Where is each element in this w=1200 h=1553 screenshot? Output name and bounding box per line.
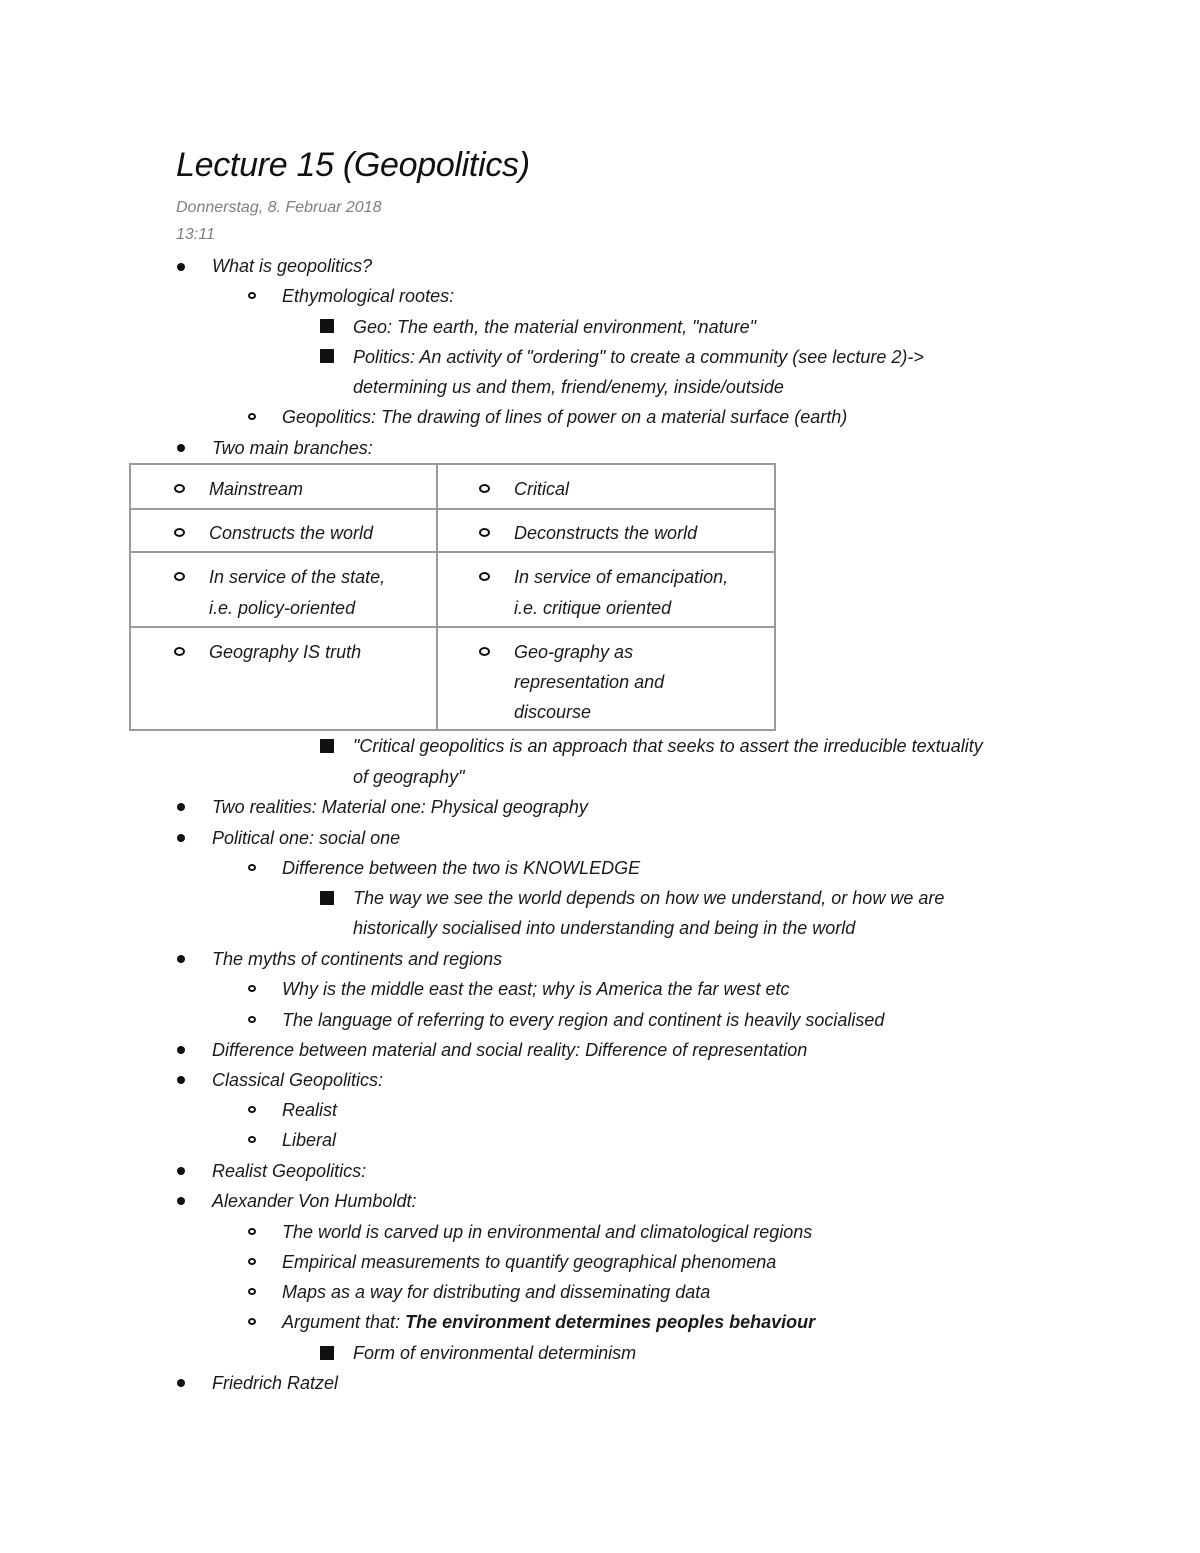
note-line: What is geopolitics? bbox=[212, 256, 373, 276]
bullet-dot bbox=[177, 803, 185, 811]
note-line: Why is the middle east the east; why is America the far west etc bbox=[282, 979, 790, 999]
bullet-circle bbox=[248, 864, 256, 871]
bullet-circle bbox=[248, 1228, 256, 1235]
bullet-dot bbox=[177, 1379, 185, 1387]
bullet-square bbox=[320, 319, 334, 333]
bullet-circle bbox=[174, 647, 185, 656]
table-cell: Geo-graphy as bbox=[514, 642, 634, 662]
bullet-square bbox=[320, 1346, 334, 1360]
table-cell: Mainstream bbox=[209, 479, 304, 499]
note-line: Form of environmental determinism bbox=[353, 1343, 637, 1363]
table-cell: i.e. critique oriented bbox=[514, 598, 672, 618]
table-cell: Deconstructs the world bbox=[514, 523, 698, 543]
note-line-emphasis: The environment determines peoples behaviour bbox=[405, 1312, 816, 1332]
note-line: Difference between material and social reality: Difference of representation bbox=[212, 1040, 808, 1060]
bullet-circle bbox=[174, 528, 185, 537]
bullet-circle bbox=[248, 413, 256, 420]
table-divider bbox=[131, 626, 774, 628]
bullet-circle bbox=[248, 1016, 256, 1023]
note-line: Two main branches: bbox=[212, 438, 373, 458]
note-line: Two realities: Material one: Physical geography bbox=[212, 797, 588, 817]
bullet-circle bbox=[248, 1318, 256, 1325]
table-cell: Geography IS truth bbox=[209, 642, 362, 662]
bullet-circle bbox=[248, 1136, 256, 1143]
note-line: The language of referring to every region and continent is heavily socialised bbox=[282, 1010, 885, 1030]
table-cell: representation and bbox=[514, 672, 665, 692]
bullet-circle bbox=[248, 985, 256, 992]
note-line: Empirical measurements to quantify geographical phenomena bbox=[282, 1252, 777, 1272]
note-line: Liberal bbox=[282, 1130, 337, 1150]
page-title: Lecture 15 (Geopolitics) bbox=[176, 146, 530, 184]
note-line: The myths of continents and regions bbox=[212, 949, 503, 969]
bullet-square bbox=[320, 891, 334, 905]
note-time: 13:11 bbox=[176, 226, 215, 243]
bullet-circle bbox=[248, 1106, 256, 1113]
note-line: Maps as a way for distributing and disseminating data bbox=[282, 1282, 711, 1302]
note-line: The world is carved up in environmental and climatological regions bbox=[282, 1222, 813, 1242]
table-cell: In service of the state, bbox=[209, 567, 386, 587]
bullet-circle bbox=[248, 1258, 256, 1265]
note-line: Alexander Von Humboldt: bbox=[212, 1191, 417, 1211]
note-line: The way we see the world depends on how we understand, or how we are bbox=[353, 888, 945, 908]
note-line: Difference between the two is KNOWLEDGE bbox=[282, 858, 641, 878]
bullet-dot bbox=[177, 444, 185, 452]
table-divider bbox=[131, 551, 774, 553]
bullet-dot bbox=[177, 1076, 185, 1084]
bullet-dot bbox=[177, 1197, 185, 1205]
bullet-circle bbox=[479, 647, 490, 656]
bullet-circle bbox=[248, 292, 256, 299]
note-line bbox=[282, 1311, 815, 1333]
bullet-circle bbox=[479, 572, 490, 581]
bullet-circle bbox=[479, 528, 490, 537]
bullet-circle bbox=[248, 1288, 256, 1295]
bullet-dot bbox=[177, 955, 185, 963]
table-divider bbox=[436, 465, 438, 729]
bullet-dot bbox=[177, 1046, 185, 1054]
note-date: Donnerstag, 8. Februar 2018 bbox=[176, 199, 382, 216]
table-cell: i.e. policy-oriented bbox=[209, 598, 356, 618]
note-line: "Critical geopolitics is an approach that seeks to assert the irreducible textuality bbox=[353, 736, 983, 756]
table-cell: discourse bbox=[514, 702, 592, 722]
bullet-dot bbox=[177, 834, 185, 842]
note-line: Classical Geopolitics: bbox=[212, 1070, 384, 1090]
note-line: Political one: social one bbox=[212, 828, 401, 848]
table-cell: Critical bbox=[514, 479, 570, 499]
table-divider bbox=[131, 508, 774, 510]
branches-table bbox=[129, 463, 776, 731]
bullet-square bbox=[320, 349, 334, 363]
note-line: Ethymological rootes: bbox=[282, 286, 455, 306]
note-line: Realist Geopolitics: bbox=[212, 1161, 367, 1181]
note-line: historically socialised into understanding and being in the world bbox=[353, 918, 856, 938]
table-cell: Constructs the world bbox=[209, 523, 374, 543]
note-line: Geo: The earth, the material environment, "nature" bbox=[353, 317, 756, 337]
table-cell: In service of emancipation, bbox=[514, 567, 729, 587]
note-line: of geography" bbox=[353, 767, 465, 787]
bullet-circle bbox=[174, 572, 185, 581]
note-line: Politics: An activity of "ordering" to create a community (see lecture 2)-> bbox=[353, 347, 924, 367]
bullet-dot bbox=[177, 1167, 185, 1175]
note-line: determining us and them, friend/enemy, inside/outside bbox=[353, 377, 784, 397]
note-line-prefix: Argument that: bbox=[282, 1312, 406, 1332]
note-line: Geopolitics: The drawing of lines of power on a material surface (earth) bbox=[282, 407, 848, 427]
bullet-dot bbox=[177, 263, 185, 271]
bullet-circle bbox=[479, 484, 490, 493]
note-line: Friedrich Ratzel bbox=[212, 1373, 339, 1393]
note-line: Realist bbox=[282, 1100, 338, 1120]
bullet-square bbox=[320, 739, 334, 753]
bullet-circle bbox=[174, 484, 185, 493]
